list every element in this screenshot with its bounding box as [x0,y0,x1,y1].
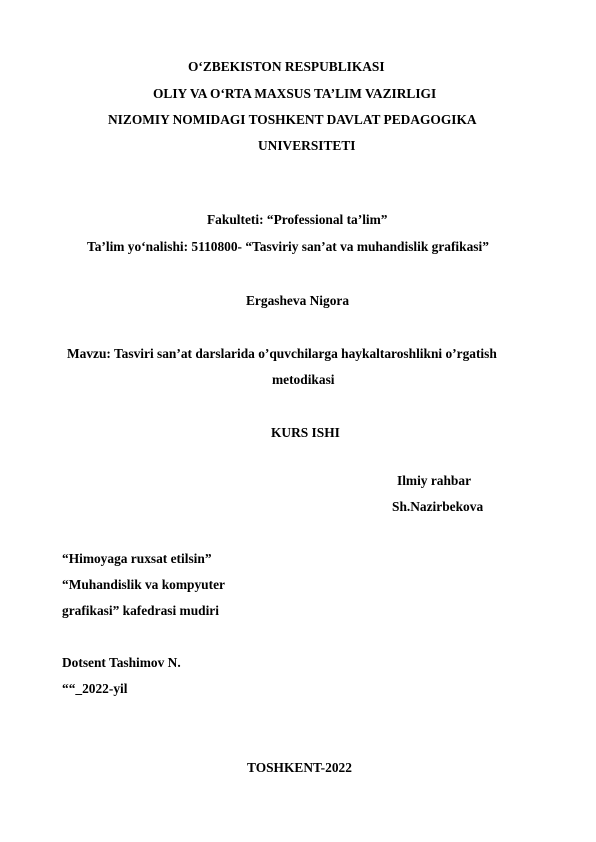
topic-line-2: metodikasi [272,372,335,387]
author-name: Ergasheva Nigora [246,293,350,308]
footer-city-year: TOSHKENT-2022 [247,760,352,775]
approval-date: ““_2022-yil [62,681,128,696]
approval-line-2: “Muhandislik va kompyuter [62,577,225,592]
approval-signer: Dotsent Tashimov N. [62,655,181,670]
approval-line-3: grafikasi” kafedrasi mudiri [62,603,219,618]
header-line-country: O‘ZBEKISTON RESPUBLIKASI [188,59,385,74]
work-type-title: KURS ISHI [271,425,340,440]
topic-line-1: Mavzu: Tasviri san’at darslarida o’quvchilarga haykaltaroshlikni o’rgatish [67,346,497,361]
direction-line: Ta’lim yo‘nalishi: 5110800- “Tasviriy san’at va muhandislik grafikasi” [87,239,489,254]
supervisor-name: Sh.Nazirbekova [392,499,484,514]
header-line-ministry: OLIY VA O‘RTA MAXSUS TA’LIM VAZIRLIGI [153,86,437,101]
header-line-university: NIZOMIY NOMIDAGI TOSHKENT DAVLAT PEDAGOGIKA [108,112,477,127]
supervisor-title: Ilmiy rahbar [397,473,472,488]
header-line-university-cont: UNIVERSITETI [258,138,356,153]
approval-line-1: “Himoyaga ruxsat etilsin” [62,551,212,566]
faculty-line: Fakulteti: “Professional ta’lim” [207,212,388,227]
